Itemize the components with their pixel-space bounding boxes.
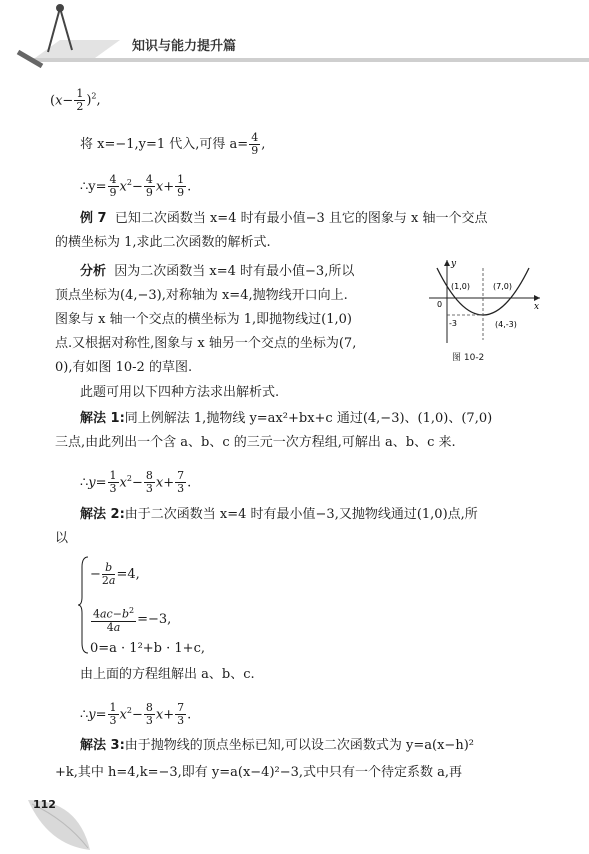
footer-leaf-decoration xyxy=(18,790,98,854)
y-value-label: -3 xyxy=(449,319,457,328)
analysis-line-1: 分析 因为二次函数当 x=4 时有最小值−3,所以 xyxy=(80,264,355,279)
solve-line: 由上面的方程组解出 a、b、c. xyxy=(80,667,255,682)
header-decoration xyxy=(0,0,589,80)
analysis-line-5: 0),有如图 10-2 的草图. xyxy=(55,360,193,375)
method-3-line-2: +k,其中 h=4,k=−3,即有 y=a(x−4)²−3,式中只有一个待定系数 a,再 xyxy=(55,765,463,780)
analysis-line-4: 点.又根据对称性,图象与 x 轴另一个交点的坐标为(7, xyxy=(55,336,357,351)
figure-caption: 图 10-2 xyxy=(452,353,485,363)
root2-label: (7,0) xyxy=(493,282,512,291)
y-axis-label: y xyxy=(451,259,457,269)
result-formula-1: ∴y= $\frac{4}{9}$ $x^2-$ $\frac{4}{9}$ x+ $\frac{1}{9}$ . xyxy=(80,173,192,200)
x-axis-label: x xyxy=(534,302,540,312)
formula-line-1: (x− $\frac{1}{2}$ )$^2$, xyxy=(50,87,101,114)
method-1-line-2: 三点,由此列出一个含 a、b、c 的三元一次方程组,可解出 a、b、c 来. xyxy=(55,435,456,450)
analysis-line-3: 图象与 x 轴一个交点的横坐标为 1,即抛物线过(1,0) xyxy=(55,312,352,327)
method-2-line-2: 以 xyxy=(55,531,69,546)
substitution-line: 将 x=−1,y=1 代入,可得 a= $\frac{4}{9}$ , xyxy=(80,131,266,157)
system-eq-3: 0=a · 1²+b · 1+c, xyxy=(90,641,205,656)
method-1-line-1: 解法 1:同上例解法 1,抛物线 y=ax²+bx+c 通过(4,−3)、(1,0)、(7,0) xyxy=(80,411,493,426)
result-formula-3: ∴y= $\frac{1}{3}$ $x^2-$ $\frac{8}{3}$ x+ $\frac{7}{3}$ . xyxy=(80,701,192,728)
system-eq-1: − $\frac{b}{2a}$ =4, xyxy=(90,561,140,587)
substitution-text: 将 x=−1,y=1 代入,可得 a= xyxy=(80,137,249,152)
system-brace xyxy=(78,555,90,655)
methods-intro: 此题可用以下四种方法求出解析式. xyxy=(80,385,280,400)
analysis-line-2: 顶点坐标为(4,−3),对称轴为 x=4,抛物线开口向上. xyxy=(55,288,348,303)
method-3-line-1: 解法 3:由于抛物线的顶点坐标已知,可以设二次函数式为 y=a(x−h)² xyxy=(80,738,474,753)
parabola-figure xyxy=(425,258,545,348)
result-formula-2: ∴y= $\frac{1}{3}$ $x^2-$ $\frac{8}{3}$ x+ $\frac{7}{3}$ . xyxy=(80,469,192,496)
example-7-line-2: 的横坐标为 1,求此二次函数的解析式. xyxy=(55,235,271,250)
root1-label: (1,0) xyxy=(451,282,470,291)
page-header-title: 知识与能力提升篇 xyxy=(132,39,237,54)
vertex-label: (4,-3) xyxy=(495,320,517,329)
page-number: 112 xyxy=(33,798,56,811)
origin-label: 0 xyxy=(437,300,443,309)
method-2-line-1: 解法 2:由于二次函数当 x=4 时有最小值−3,又抛物线通过(1,0)点,所 xyxy=(80,507,478,522)
example-7-line-1: 例 7 已知二次函数当 x=4 时有最小值−3 且它的图象与 x 轴一个交点 xyxy=(80,211,488,226)
system-eq-2: $\frac{4ac-b^2}{4a}$ =−3, xyxy=(93,606,172,634)
